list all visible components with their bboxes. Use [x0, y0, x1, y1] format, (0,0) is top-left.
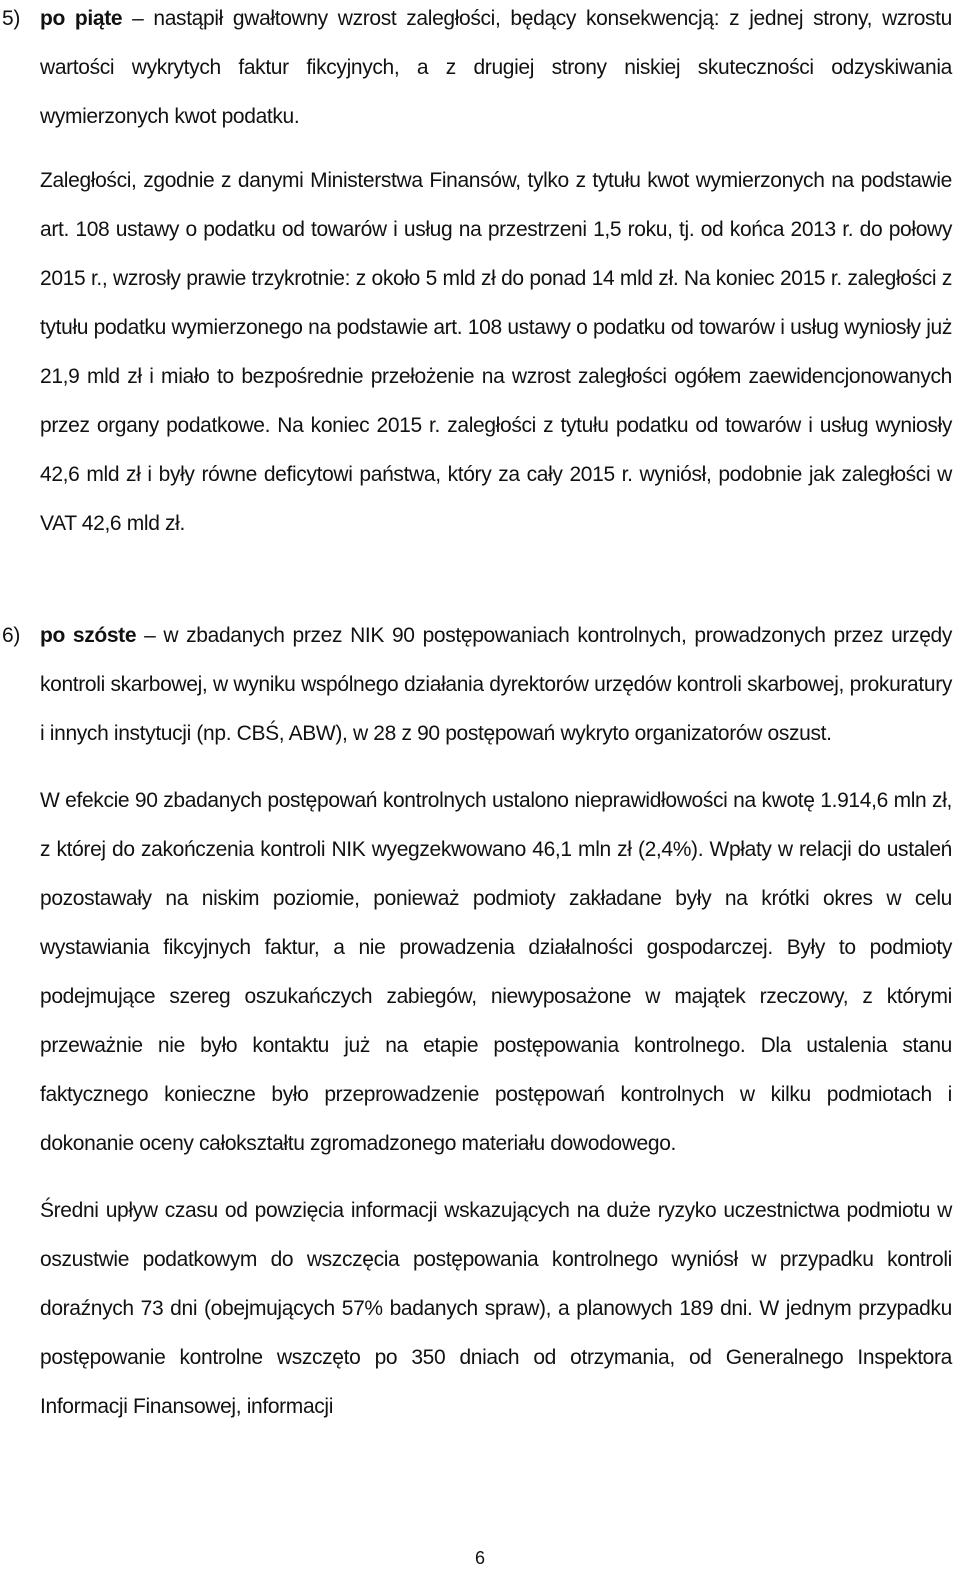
section-6-intro: [40, 611, 952, 758]
section-6-body: [40, 611, 952, 1431]
section-5-body: [40, 0, 952, 548]
list-number: 6): [2, 624, 20, 647]
section-5-paragraph: Zaległości, zgodnie z danymi Ministerstwa Finansów, tylko z tytułu kwot wymierzonych na podstawie art. 108 ustawy o podatku od towarów i usług na przestrzeni 1,5 roku, tj. od końca 2013 r. do połowy 2015 r., wzrosły prawie trzykrotnie: z około 5 mld zł do ponad 14 mld zł. Na koniec 2015 r. zaległości z tytułu podatku wymierzonego na podstawie art. 108 ustawy o podatku od towarów i usług wyniosły już 21,9 mld zł i miało to bezpośrednie przełożenie na wzrost zaległości ogółem zaewidencjonowanych przez organy podatkowe. Na koniec 2015 r. zaległości z tytułu podatku od towarów i usług wyniosły 42,6 mld zł i były równe deficytowi państwa, który za cały 2015 r. wyniósł, podobnie jak zaległości w VAT 42,6 mld zł.: [40, 169, 952, 535]
section-6-paragraph-1: W efekcie 90 zbadanych postępowań kontrolnych ustalono nieprawidłowości na kwotę 1.914,6 mln zł, z której do zakończenia kontroli NIK wyegzekwowano 46,1 mln zł (2,4%). Wpłaty w relacji do ustaleń pozostawały na niskim poziomie, ponieważ podmioty zakładane były na krótki okres w celu wystawiania fikcyjnych faktur, a nie prowadzenia działalności gospodarczej. Były to podmioty podejmujące szereg oszukańczych zabiegów, niewyposażone w majątek rzeczowy, z którymi przeważnie nie było kontaktu już na etapie postępowania kontrolnego. Dla ustalenia stanu faktycznego konieczne było przeprowadzenie postępowań kontrolnych w kilku podmiotach i dokonanie oceny całokształtu zgromadzonego materiału dowodowego.: [40, 789, 952, 1155]
section-6-paragraph-2: Średni upływ czasu od powzięcia informacji wskazujących na duże ryzyko uczestnictwa podmiotu w oszustwie podatkowym do wszczęcia postępowania kontrolnego wyniósł w przypadku kontroli doraźnych 73 dni (obejmujących 57% badanych spraw), a planowych 189 dni. W jednym przypadku postępowanie kontrolne wszczęto po 350 dniach od otrzymania, od Generalnego Inspektora Informacji Finansowej, informacji: [40, 1199, 952, 1418]
list-number: 5): [2, 7, 20, 30]
page-number: 6: [474, 1548, 485, 1568]
section-5-lead: po piąte: [40, 7, 123, 30]
section-6-intro-text: – w zbadanych przez NIK 90 postępowaniach kontrolnych, prowadzonych przez urzędy kontroli skarbowej, w wyniku wspólnego działania dyrektorów urzędów kontroli skarbowej, prokuratury i innych instytucji (np. CBŚ, ABW), w 28 z 90 postępowań wykryto organizatorów oszust.: [40, 624, 953, 745]
section-5-intro-text: – nastąpił gwałtowny wzrost zaległości, będący konsekwencją: z jednej strony, wzrostu wartości wykrytych faktur fikcyjnych, a z drugiej strony niskiej skuteczności odzyskiwania wymierzonych kwot podatku.: [40, 7, 952, 128]
section-5-intro: [40, 0, 952, 141]
section-6-lead: po szóste: [40, 624, 137, 647]
